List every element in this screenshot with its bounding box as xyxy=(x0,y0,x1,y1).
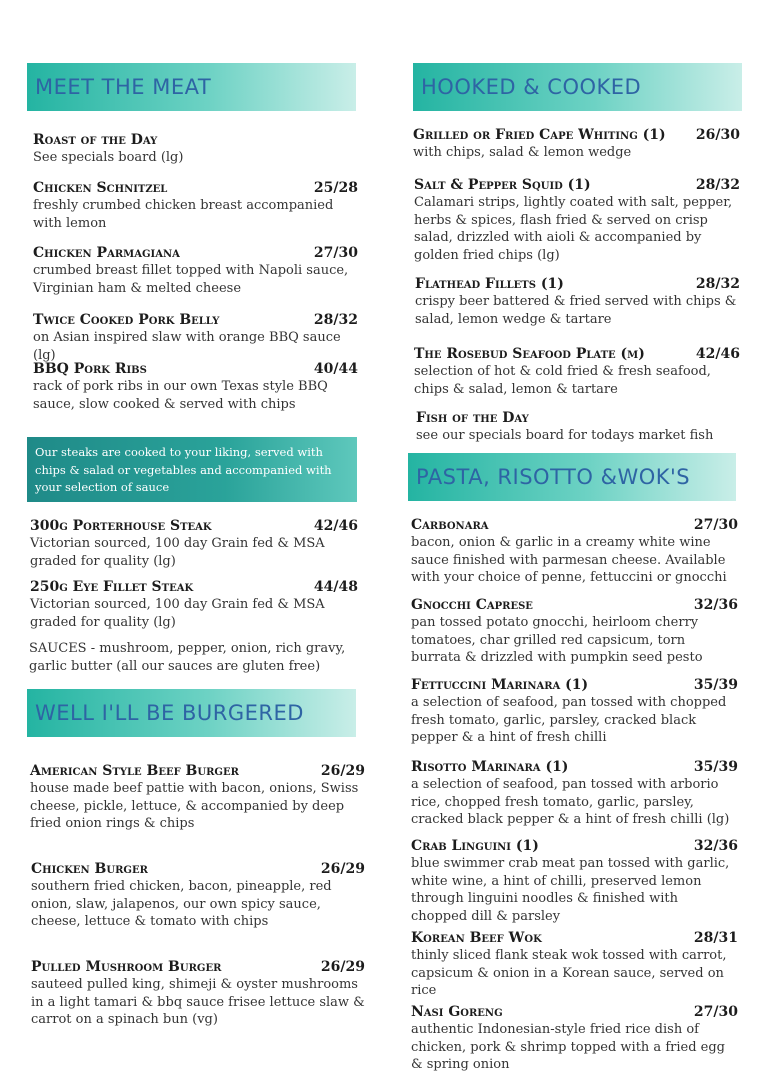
item-name: Twice Cooked Pork Belly xyxy=(33,312,220,328)
item-description: crispy beer battered & fried served with chips & salad, lemon wedge & tartare xyxy=(415,294,737,327)
item-price: 27/30 xyxy=(693,1004,738,1020)
item-price: 35/39 xyxy=(693,677,738,693)
steak-note: Our steaks are cooked to your liking, served with chips & salad or vegetables and accompanied with your selection of sauce xyxy=(27,437,357,502)
item-description: house made beef pattie with bacon, onions, Swiss cheese, pickle, lettuce, & accompanied by deep fried onion rings & chips xyxy=(30,781,359,831)
item-name: Roast of the Day xyxy=(33,132,158,148)
menu-item xyxy=(413,126,740,162)
item-name: Chicken Schnitzel xyxy=(33,180,168,196)
item-description: See specials board (lg) xyxy=(33,150,184,165)
item-price: 35/39 xyxy=(693,759,738,775)
menu-item xyxy=(33,131,358,167)
item-price: 42/46 xyxy=(313,518,358,534)
item-name: Chicken Parmagiana xyxy=(33,245,180,261)
item-name: Crab Linguini (1) xyxy=(411,838,539,854)
menu-item xyxy=(31,860,365,931)
item-name: Korean Beef Wok xyxy=(411,930,542,946)
item-price: 42/46 xyxy=(695,346,740,362)
menu-item xyxy=(33,311,358,364)
item-description: bacon, onion & garlic in a creamy white wine sauce finished with parmesan cheese. Available with your choice of penne, fettuccini or gnocchi xyxy=(411,535,727,585)
item-price: 28/32 xyxy=(695,177,740,193)
item-description: authentic Indonesian-style fried rice dish of chicken, pork & shrimp topped with a fried egg & spring onion xyxy=(411,1022,725,1072)
menu-item xyxy=(411,758,738,829)
menu-item xyxy=(414,176,740,264)
item-description: sauteed pulled king, shimeji & oyster mushrooms in a light tamari & bbq sauce frisee lettuce slaw & carrot on a spinach bun (vg) xyxy=(31,977,365,1027)
menu-item xyxy=(411,1003,738,1074)
item-description: thinly sliced flank steak wok tossed with carrot, capsicum & onion in a Korean sauce, served on rice xyxy=(411,948,727,998)
item-description: Victorian sourced, 100 day Grain fed & MSA graded for quality (lg) xyxy=(30,597,325,630)
item-description: a selection of seafood, pan tossed with chopped fresh tomato, garlic, parsley, cracked black pepper & a hint of fresh chilli xyxy=(411,695,727,745)
item-name: BBQ Pork Ribs xyxy=(33,361,147,377)
sauces-note: SAUCES - mushroom, pepper, onion, rich gravy, garlic butter (all our sauces are gluten free) xyxy=(29,641,346,674)
item-name: Fettuccini Marinara (1) xyxy=(411,677,589,693)
item-price: 32/36 xyxy=(693,838,738,854)
item-name: Pulled Mushroom Burger xyxy=(31,959,222,975)
item-name: The Rosebud Seafood Plate (m) xyxy=(414,346,645,362)
menu-item xyxy=(415,275,740,328)
menu-item xyxy=(30,578,358,631)
item-price: 26/29 xyxy=(320,763,365,779)
item-name: Nasi Goreng xyxy=(411,1004,503,1020)
item-name: Salt & Pepper Squid (1) xyxy=(414,177,591,193)
item-name: Carbonara xyxy=(411,517,489,533)
item-price: 32/36 xyxy=(693,597,738,613)
item-price: 44/48 xyxy=(313,579,358,595)
menu-item xyxy=(416,409,740,445)
item-description: rack of pork ribs in our own Texas style BBQ sauce, slow cooked & served with chips xyxy=(33,379,328,412)
section-meet-the-meat: MEET THE MEAT xyxy=(27,63,356,111)
section-burgers: WELL I'LL BE BURGERED xyxy=(27,689,356,737)
item-description: see our specials board for todays market fish xyxy=(416,428,714,443)
menu-item xyxy=(33,244,358,297)
menu-item xyxy=(411,596,738,667)
item-name: Chicken Burger xyxy=(31,861,148,877)
menu-item xyxy=(30,517,358,570)
item-name: Flathead Fillets (1) xyxy=(415,276,564,292)
menu-item xyxy=(411,676,738,747)
item-description: Calamari strips, lightly coated with salt, pepper, herbs & spices, flash fried & served on crisp salad, drizzled with aioli & accompanied by golden fried chips (lg) xyxy=(414,195,733,263)
item-price: 27/30 xyxy=(313,245,358,261)
menu-item xyxy=(414,345,740,398)
section-pasta-risotto-woks: PASTA, RISOTTO &WOK'S xyxy=(408,453,736,501)
item-name: Grilled or Fried Cape Whiting (1) xyxy=(413,127,666,143)
item-name: Risotto Marinara (1) xyxy=(411,759,569,775)
item-price: 27/30 xyxy=(693,517,738,533)
item-description: southern fried chicken, bacon, pineapple, red onion, slaw, jalapenos, our own spicy sauce, cheese, lettuce & tomato with chips xyxy=(31,879,332,929)
item-description: freshly crumbed chicken breast accompanied with lemon xyxy=(33,198,334,231)
item-price: 28/32 xyxy=(313,312,358,328)
item-description: Victorian sourced, 100 day Grain fed & MSA graded for quality (lg) xyxy=(30,536,325,569)
item-price: 26/29 xyxy=(320,959,365,975)
item-description: a selection of seafood, pan tossed with arborio rice, chopped fresh tomato, garlic, parsley, cracked black pepper & a hint of fresh chilli (lg) xyxy=(411,777,730,827)
menu-item xyxy=(411,837,738,925)
item-price: 26/30 xyxy=(695,127,740,143)
menu-item xyxy=(411,516,738,587)
item-name: 300g Porterhouse Steak xyxy=(30,518,212,534)
item-name: Fish of the Day xyxy=(416,410,529,426)
item-name: American Style Beef Burger xyxy=(30,763,239,779)
item-price: 28/31 xyxy=(693,930,738,946)
item-description: pan tossed potato gnocchi, heirloom cherry tomatoes, char grilled red capsicum, torn burrata & drizzled with pumpkin seed pesto xyxy=(411,615,703,665)
item-name: Gnocchi Caprese xyxy=(411,597,533,613)
item-description: blue swimmer crab meat pan tossed with garlic, white wine, a hint of chilli, preserved lemon through linguini noodles & finished with chopped dill & parsley xyxy=(411,856,730,924)
menu-item xyxy=(411,929,738,1000)
menu-item xyxy=(30,762,365,833)
item-price: 25/28 xyxy=(313,180,358,196)
item-description: with chips, salad & lemon wedge xyxy=(413,145,632,160)
item-description: crumbed breast fillet topped with Napoli sauce, Virginian ham & melted cheese xyxy=(33,263,349,296)
item-price: 28/32 xyxy=(695,276,740,292)
menu-item xyxy=(33,179,358,232)
item-price: 40/44 xyxy=(313,361,358,377)
menu-item xyxy=(33,360,358,413)
menu-item xyxy=(31,958,365,1029)
item-name: 250g Eye Fillet Steak xyxy=(30,579,194,595)
item-description: on Asian inspired slaw with orange BBQ sauce (lg) xyxy=(33,330,341,363)
item-price: 26/29 xyxy=(320,861,365,877)
section-hooked-cooked: HOOKED & COOKED xyxy=(413,63,742,111)
item-description: selection of hot & cold fried & fresh seafood, chips & salad, lemon & tartare xyxy=(414,364,711,397)
